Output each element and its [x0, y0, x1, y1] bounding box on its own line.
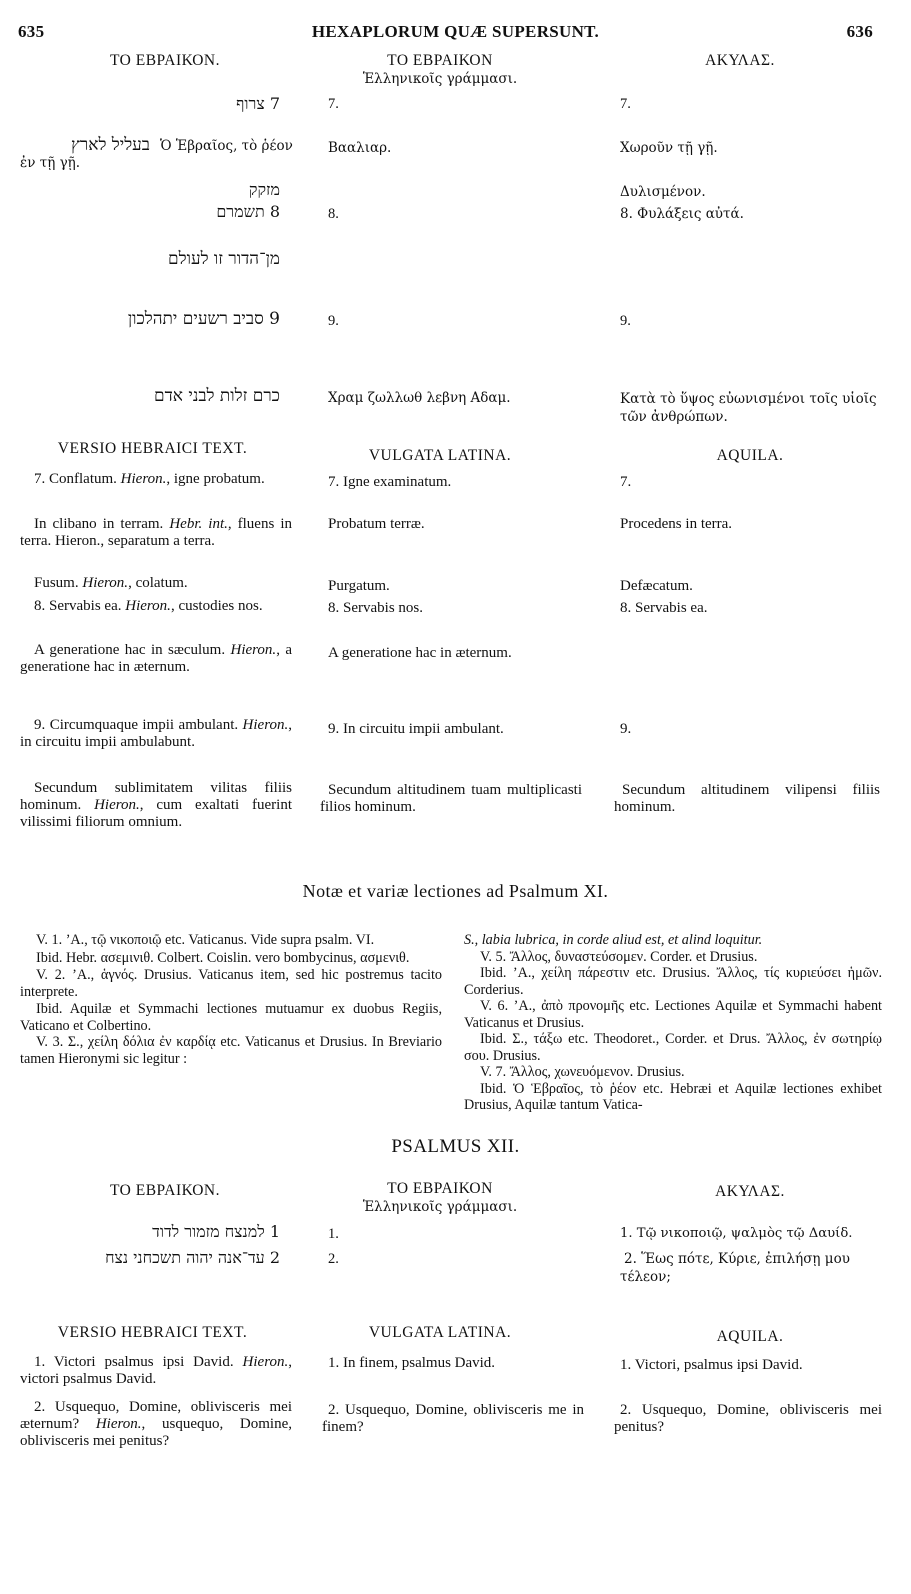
hebrew-cell: 8 תשמרם	[216, 202, 280, 221]
translit-cell: Βααλιαρ.	[328, 140, 392, 156]
aquila-cell: Χωροῦν τῇ γῇ.	[620, 140, 718, 156]
note-item: V. 1. ’Α., τῷ νικοποιῷ etc. Vaticanus. Vide supra psalm. VI.	[36, 932, 375, 948]
aquila-cell: Δυλισμένον.	[620, 184, 706, 200]
lat-head-vulgata: VULGATA LATINA.	[368, 1324, 512, 1341]
vulgata-cell: Secundum altitudinem tuam multiplicasti filios hominum.	[320, 782, 582, 815]
note-item: V. 6. ’Α., ἀπὸ προνομῆς etc. Lectiones Aquilæ et Symmachi habent Vaticanus et Drusius.	[464, 998, 882, 1031]
note-item: Ibid. Ὁ Ἑβραῖος, τὸ ῥέον etc. Hebræi et Aquilæ lectiones exhibet Drusius, Aquilæ tantum Vatica-	[464, 1080, 882, 1113]
aquila-cell: 1. Τῷ νικοποιῷ, ψαλμὸς τῷ Δαυίδ.	[620, 1226, 853, 1241]
note-item: Ibid. Σ., τάξω etc. Theodoret., Corder. et Drus. Ἄλλος, ἐν σωτηρίῳ σου. Drusius.	[464, 1031, 882, 1064]
col-head-greek-letters: ΤΟ ΕΒΡΑΙΚΟΝ	[387, 52, 493, 69]
versio-cell: 8. Servabis ea. Hieron., custodies nos.	[34, 598, 263, 614]
col-head-hebrew: ΤΟ ΕΒΡΑΙΚΟΝ.	[109, 52, 221, 69]
col-subhead-greek-letters: Ἑλληνικοῖς γράμμασι.	[362, 71, 518, 87]
aquila-lat-cell: 2. Usquequo, Domine, oblivisceris mei penitus?	[614, 1402, 882, 1435]
vulgata-cell: 9. In circuitu impii ambulant.	[328, 721, 504, 737]
translit-cell: 9.	[328, 313, 339, 329]
versio-cell: Secundum sublimitatem vilitas filiis hominum. Hieron., cum exaltati fuerint vilissimi filiorum omnium.	[20, 780, 292, 830]
note-item: V. 2. ’Α., ἁγνός. Drusius. Vaticanus item, sed hic postremus tacito interprete.	[20, 967, 442, 1000]
vulgata-cell: Probatum terræ.	[328, 516, 425, 532]
hebrew-cell: מן־הדור זו לעולם	[168, 249, 280, 269]
lat-head-aquila: AQUILA.	[716, 447, 784, 464]
col-subhead-greek-letters: Ἑλληνικοῖς γράμμασι.	[362, 1199, 518, 1215]
col-head-hebrew: ΤΟ ΕΒΡΑΙΚΟΝ.	[109, 1182, 221, 1199]
col-head-greek-letters: ΤΟ ΕΒΡΑΙΚΟΝ	[387, 1180, 493, 1197]
vulgata-cell: A generatione hac in æternum.	[328, 645, 512, 661]
col-head-aquila: ΑΚΥΛΑΣ.	[715, 1183, 785, 1200]
lat-head-vulgata: VULGATA LATINA.	[368, 447, 512, 464]
aquila-cell: 7.	[620, 96, 631, 112]
hebrew-cell: 9 סביב רשעים יתהלכון	[127, 309, 280, 329]
note-item: Ibid. ’Α., χείλη πάρεστιν etc. Drusius. Ἄλλος, τίς κυριεύσει ἡμῶν. Corderius.	[464, 965, 882, 998]
aquila-cell: Κατὰ τὸ ὕψος εὐωνισμένοι τοῖς υἱοῖς τῶν ἀνθρώπων.	[620, 391, 877, 425]
aquila-lat-cell: Defæcatum.	[620, 578, 693, 594]
hebrew-cell: 2 עד־אנה יהוה תשכחני נצח	[105, 1248, 280, 1267]
aquila-cell: 9.	[620, 313, 631, 329]
hebrew-cell: 1 למנצח מזמור לדוד	[152, 1222, 280, 1241]
lat-head-aquila: AQUILA.	[716, 1328, 784, 1345]
hebraeus-note: Ὁ Ἑβραῖος, τὸ ῥέον ἐν τῇ γῇ.	[20, 138, 293, 171]
running-title: HEXAPLORUM QUÆ SUPERSUNT.	[311, 22, 600, 41]
lat-head-hebrew: VERSIO HEBRAICI TEXT.	[57, 440, 248, 457]
vulgata-cell: 1. In finem, psalmus David.	[328, 1355, 496, 1371]
versio-cell: 1. Victori psalmus ipsi David. Hieron., victori psalmus David.	[20, 1354, 292, 1387]
note-item: V. 3. Σ., χείλη δόλια ἐν καρδίᾳ etc. Vaticanus et Drusius. In Breviario tamen Hieronymi sic legitur :	[20, 1034, 442, 1067]
aquila-lat-cell: 7.	[620, 474, 632, 490]
lat-head-hebrew: VERSIO HEBRAICI TEXT.	[57, 1324, 248, 1341]
translit-cell: 2.	[328, 1251, 339, 1267]
vulgata-cell: 2. Usquequo, Domine, oblivisceris me in finem?	[322, 1402, 584, 1435]
aquila-lat-cell: 8. Servabis ea.	[620, 600, 708, 616]
note-item: V. 5. Ἄλλος, δυναστεύσομεν. Corder. et Drusius.	[480, 948, 758, 965]
versio-cell: 7. Conflatum. Hieron., igne probatum.	[34, 471, 265, 487]
aquila-cell: 2. Ἕως πότε, Κύριε, ἐπιλήσῃ μου τέλεον;	[620, 1251, 850, 1285]
versio-cell: In clibano in terram. Hebr. int., fluens in terra. Hieron., separatum a terra.	[20, 516, 292, 549]
aquila-lat-cell: Procedens in terra.	[620, 516, 733, 532]
notes-right-column	[464, 932, 882, 1114]
vulgata-cell: Purgatum.	[328, 578, 390, 594]
vulgata-cell: 8. Servabis nos.	[328, 600, 423, 616]
translit-cell: 8.	[328, 206, 339, 222]
translit-cell: 1.	[328, 1226, 339, 1242]
notes-left-column	[20, 932, 442, 1067]
psalm-title: PSALMUS XII.	[391, 1136, 520, 1157]
hebrew-cell: 7 צרוף	[236, 94, 280, 113]
aquila-lat-cell: Secundum altitudinem vilipensi filiis hominum.	[614, 782, 880, 815]
translit-cell: Χραμ ζωλλωθ λεβνη Αδαμ.	[328, 390, 511, 406]
versio-cell: A generatione hac in sæculum. Hieron., a generatione hac in æternum.	[20, 642, 292, 675]
notes-title: Notæ et variæ lectiones ad Psalmum XI.	[302, 881, 609, 901]
note-item: S., labia lubrica, in corde aliud est, et alind loquitur.	[464, 932, 763, 948]
col-head-aquila: ΑΚΥΛΑΣ.	[705, 52, 775, 69]
translit-cell: 7.	[328, 96, 339, 112]
note-item: Ibid. Hebr. ασεμινιθ. Colbert. Coislin. vero bombycinus, ασμενιθ.	[36, 949, 410, 966]
hebrew-cell: בעליל לארץ	[71, 135, 150, 155]
hebrew-cell: כרם זלות לבני אדם	[153, 386, 280, 406]
vulgata-cell: 7. Igne examinatum.	[328, 474, 452, 490]
note-item: Ibid. Aquilæ et Symmachi lectiones mutuamur ex duobus Regiis, Vaticano et Colbertino.	[20, 1001, 442, 1034]
versio-cell: 2. Usquequo, Domine, oblivisceris mei æternum? Hieron., usquequo, Domine, oblivisceris mei penitus?	[20, 1399, 292, 1449]
aquila-lat-cell: 1. Victori, psalmus ipsi David.	[620, 1357, 803, 1373]
hebrew-cell: מזקק	[248, 180, 280, 199]
versio-cell: 9. Circumquaque impii ambulant. Hieron., in circuitu impii ambulabunt.	[20, 717, 292, 750]
left-page-number: 635	[18, 22, 45, 41]
aquila-lat-cell: 9.	[620, 721, 632, 737]
note-item: V. 7. Ἄλλος, χωνευόμενον. Drusius.	[480, 1064, 685, 1080]
right-page-number: 636	[846, 22, 873, 41]
versio-cell: Fusum. Hieron., colatum.	[34, 575, 188, 591]
aquila-cell: 8. Φυλάξεις αὐτά.	[620, 206, 744, 222]
